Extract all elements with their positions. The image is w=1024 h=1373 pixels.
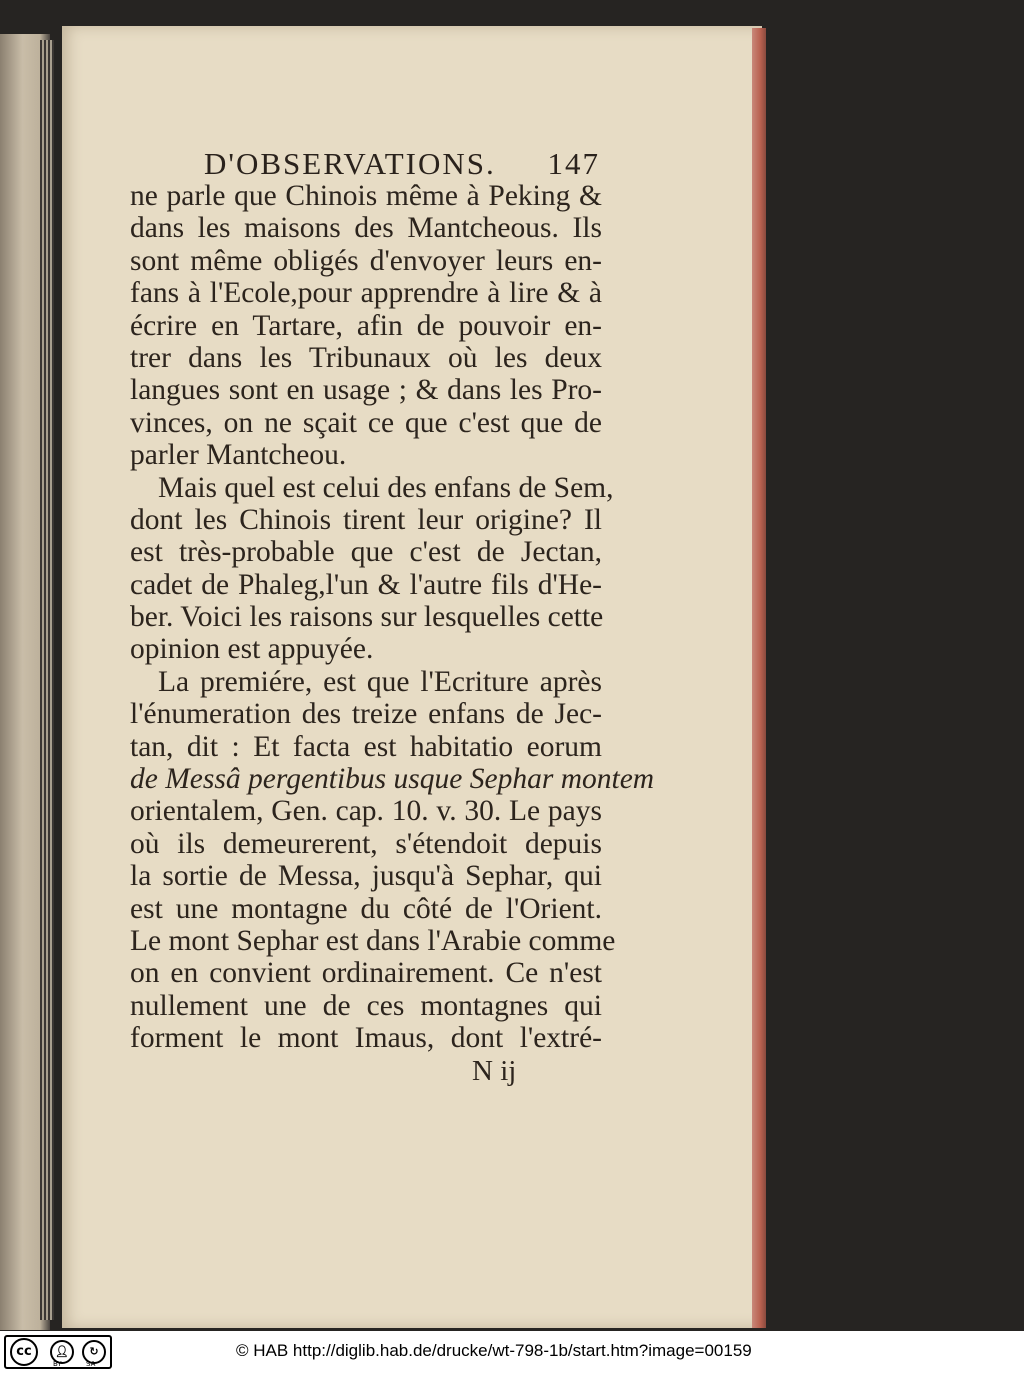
text-line: forment le mont Imaus, dont l'extré- (130, 1022, 602, 1055)
text-line: où ils demeurerent, s'étendoit depuis (130, 827, 602, 860)
text-line: de Messâ pergentibus usque Sephar montem (130, 763, 655, 796)
text-line: Mais quel est celui des enfans de Sem, (158, 471, 614, 504)
body-text (130, 180, 655, 1055)
text-line: sont même obligés d'envoyer leurs en- (130, 244, 602, 277)
text-line: Le mont Sephar est dans l'Arabie comme (130, 924, 616, 957)
text-line: ber. Voici les raisons sur lesquelles cette (130, 601, 604, 634)
text-line: vinces, on ne sçait ce que c'est que de (130, 406, 602, 439)
cc-license-badge[interactable] (4, 1335, 112, 1369)
cc-icon: cc (10, 1338, 38, 1366)
attribution-icon: 👤︎ (50, 1340, 74, 1364)
text-line: fans à l'Ecole,pour apprendre à lire & à (130, 277, 602, 310)
text-line: dans les maisons des Mantcheous. Ils (130, 212, 602, 245)
text-line: nullement une de ces montagnes qui (130, 989, 602, 1022)
by-label: BY (53, 1360, 62, 1368)
text-line: tan, dit : Et facta est habitatio eorum (130, 730, 602, 763)
text-line: on en convient ordinairement. Ce n'est (130, 957, 602, 990)
running-head-title: D'OBSERVATIONS. (204, 146, 496, 181)
share-alike-icon: ↻ (82, 1340, 106, 1364)
text-line: orientalem, Gen. cap. 10. v. 30. Le pays (130, 795, 602, 828)
text-line: est une montagne du côté de l'Orient. (130, 892, 602, 925)
text-line: écrire en Tartare, afin de pouvoir en- (130, 309, 602, 342)
page-number: 147 (547, 146, 600, 181)
text-line: opinion est appuyée. (130, 633, 374, 666)
text-line: l'énumeration des treize enfans de Jec- (130, 698, 602, 731)
book-gutter (40, 40, 54, 1320)
text-line: la sortie de Messa, jusqu'à Sephar, qui (130, 860, 602, 893)
text-line: ne parle que Chinois même à Peking & (130, 180, 602, 212)
text-line: parler Mantcheou. (130, 439, 347, 472)
text-line: est très-probable que c'est de Jectan, (130, 536, 602, 569)
text-line: dont les Chinois tirent leur origine? Il (130, 503, 602, 536)
text-line: langues sont en usage ; & dans les Pro- (130, 374, 602, 407)
text-line: trer dans les Tribunaux où les deux (130, 341, 602, 374)
footer-bar (0, 1331, 1024, 1373)
text-line: La premiére, est que l'Ecriture après (158, 665, 602, 698)
credit-text: © HAB http://diglib.hab.de/drucke/wt-798-1b/start.htm?image=00159 (236, 1341, 752, 1360)
signature-mark: N ij (472, 1055, 517, 1087)
red-page-edge (752, 28, 766, 1328)
sa-label: SA (86, 1360, 96, 1368)
text-line: cadet de Phaleg,l'un & l'autre fils d'He- (130, 568, 602, 601)
